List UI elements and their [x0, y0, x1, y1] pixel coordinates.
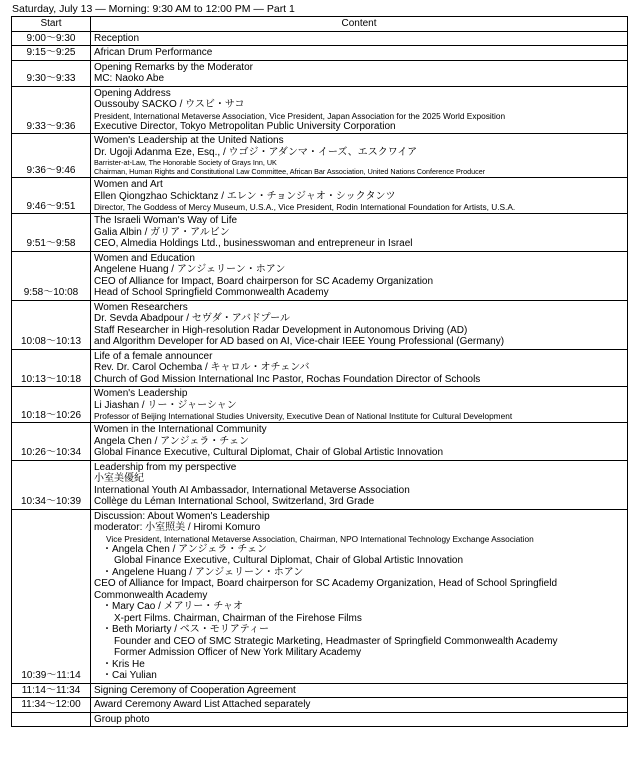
panelist-name: ・Cai Yulian	[102, 670, 157, 681]
panelist-affiliation: Former Admission Officer of New York Military Academy	[114, 647, 362, 658]
program-title: Leadership from my perspective	[94, 461, 237, 473]
row-time: 10:08～10:13	[12, 300, 91, 349]
speaker-name: Li Jiashan / リー・ジャーシャン	[94, 399, 237, 411]
row-content	[91, 300, 628, 349]
row-content	[91, 698, 628, 713]
row-time: 9:58～10:08	[12, 251, 91, 300]
panelist-name: ・Mary Cao / メアリー・チャオ	[102, 601, 243, 612]
panelist-affiliation: X-pert Films. Chairman, Chairman of the Firehose Films	[114, 612, 362, 624]
row-time: 9:51～9:58	[12, 214, 91, 252]
program-title: African Drum Performance	[94, 47, 213, 58]
table-row	[12, 86, 628, 134]
table-row	[12, 460, 628, 509]
row-time: 9:30～9:33	[12, 60, 91, 86]
row-content	[91, 46, 628, 61]
speaker-name: Dr. Ugoji Adanma Eze, Esq., / ウゴジ・アダンマ・イーズ、エスクワイア	[94, 146, 418, 158]
row-time: 10:39～11:14	[12, 509, 91, 683]
speaker-name: Galia Albin / ガリア・アルビン	[94, 226, 230, 238]
content-column-header: Content	[91, 17, 628, 32]
row-content	[91, 683, 628, 698]
table-row	[12, 214, 628, 252]
row-time: 9:33～9:36	[12, 86, 91, 134]
panelist-affiliation: Founder and CEO of SMC Strategic Marketing, Headmaster of Springfield Commonwealth Academy	[114, 635, 558, 647]
row-content	[91, 712, 628, 727]
speaker-affiliation: Church of God Mission International Inc Pastor, Rochas Foundation Director of Schools	[94, 373, 481, 385]
panelist-affiliation: CEO of Alliance for Impact, Board chairperson for SC Academy Organization, Head of School Springfield Commonwealth Academy	[94, 578, 558, 601]
speaker-name: MC: Naoko Abe	[94, 73, 165, 84]
table-header-row	[12, 17, 628, 32]
speaker-affiliation: Collège du Léman International School, Switzerland, 3rd Grade	[94, 496, 375, 507]
panelist-name: ・Angelene Huang / アンジェリーン・ホアン	[102, 566, 304, 578]
program-title: Women in the International Community	[94, 424, 267, 435]
row-content	[91, 31, 628, 46]
panelist-name: ・Kris He	[102, 658, 145, 670]
table-row	[12, 251, 628, 300]
row-content	[91, 387, 628, 423]
program-title: Women's Leadership	[94, 388, 188, 399]
row-time	[12, 712, 91, 727]
row-content	[91, 214, 628, 252]
table-row	[12, 134, 628, 178]
speaker-name: Angela Chen / アンジェラ・チェン	[94, 435, 250, 447]
program-title: Life of a female announcer	[94, 350, 213, 362]
row-time: 10:26～10:34	[12, 423, 91, 461]
row-content	[91, 460, 628, 509]
row-content	[91, 251, 628, 300]
row-content	[91, 178, 628, 214]
moderator-name: moderator: 小室照美 / Hiromi Komuro	[94, 522, 261, 533]
program-title: The Israeli Woman's Way of Life	[94, 215, 238, 226]
speaker-affiliation: Barrister-at-Law, The Honorable Society of Grays Inn, UK	[94, 158, 277, 167]
speaker-affiliation: Director, The Goddess of Mercy Museum, U.S.A., Vice President, Rodin International Foundation for Artists, U.S.A.	[94, 202, 516, 212]
row-time: 10:34～10:39	[12, 460, 91, 509]
row-content	[91, 509, 628, 683]
program-title: Award Ceremony Award List Attached separately	[94, 699, 311, 710]
row-time: 10:13～10:18	[12, 349, 91, 387]
row-content	[91, 349, 628, 387]
speaker-affiliation: Staff Researcher in High-resolution Radar Development in Autonomous Driving (AD)	[94, 324, 468, 336]
table-row	[12, 509, 628, 683]
moderator-affiliation: Vice President, International Metaverse Association, Chairman, NPO International Technology Exchange Association	[106, 533, 534, 544]
row-time: 9:00～9:30	[12, 31, 91, 46]
speaker-affiliation: President, International Metaverse Association, Vice President, Japan Association for the 2025 World Exposition	[94, 110, 506, 121]
speaker-name: 小室美優紀	[94, 473, 144, 484]
program-title: Group photo	[94, 713, 150, 725]
program-title: Opening Address	[94, 87, 171, 99]
row-content	[91, 134, 628, 178]
speaker-affiliation: CEO, Almedia Holdings Ltd., businesswoman and entrepreneur in Israel	[94, 238, 413, 249]
table-row	[12, 31, 628, 46]
table-row	[12, 712, 628, 727]
speaker-name: Dr. Sevda Abadpour / セヴダ・アバドプール	[94, 313, 290, 324]
page-header: Saturday, July 13 — Morning: 9:30 AM to 12:00 PM — Part 1	[12, 3, 295, 15]
panelist-name: ・Beth Moriarty / ベス・モリアティー	[102, 624, 269, 635]
program-title: Women and Education	[94, 252, 195, 264]
table-row	[12, 46, 628, 61]
program-title: Signing Ceremony of Cooperation Agreement	[94, 684, 296, 696]
table-row	[12, 60, 628, 86]
speaker-affiliation: and Algorithm Developer for AD based on AI, Vice-chair IEEE Young Professional (Germany)	[94, 336, 505, 347]
table-row	[12, 387, 628, 423]
speaker-affiliation: International Youth AI Ambassador, International Metaverse Association	[94, 484, 410, 496]
schedule-table	[11, 16, 628, 727]
speaker-affiliation: Head of School Springfield Commonwealth Academy	[94, 287, 329, 298]
panelist-affiliation: Global Finance Executive, Cultural Diplomat, Chair of Global Artistic Innovation	[114, 555, 464, 566]
speaker-name: Oussouby SACKO / ウスビ・サコ	[94, 99, 245, 110]
table-row	[12, 423, 628, 461]
row-time: 9:46～9:51	[12, 178, 91, 214]
speaker-affiliation: CEO of Alliance for Impact, Board chairperson for SC Academy Organization	[94, 275, 434, 287]
program-title: Women and Art	[94, 179, 163, 190]
table-row	[12, 178, 628, 214]
row-time: 9:36～9:46	[12, 134, 91, 178]
row-time: 10:18～10:26	[12, 387, 91, 423]
speaker-affiliation: Chairman, Human Rights and Constitutional Law Committee, African Bar Association, United Nations Conference Producer	[94, 167, 486, 176]
speaker-affiliation: Executive Director, Tokyo Metropolitan Public University Corporation	[94, 120, 396, 132]
program-title: Discussion: About Women's Leadership	[94, 510, 270, 522]
speaker-name: Ellen Qiongzhao Schicktanz / エレン・チョンジャオ・シックタンツ	[94, 190, 396, 202]
speaker-name: Angelene Huang / アンジェリーン・ホアン	[94, 264, 286, 275]
row-content	[91, 423, 628, 461]
row-time: 11:14～11:34	[12, 683, 91, 698]
row-time: 11:34～12:00	[12, 698, 91, 713]
start-column-header: Start	[12, 17, 91, 32]
program-title: Women Researchers	[94, 301, 188, 313]
row-content	[91, 60, 628, 86]
table-row	[12, 300, 628, 349]
speaker-name: Rev. Dr. Carol Ochemba / キャロル・オチェンバ	[94, 362, 310, 373]
table-row	[12, 698, 628, 713]
panelist-name: ・Angela Chen / アンジェラ・チェン	[102, 543, 268, 555]
table-row	[12, 683, 628, 698]
program-title: Opening Remarks by the Moderator	[94, 61, 253, 73]
speaker-affiliation: Professor of Beijing International Studies University, Executive Dean of National Institute for Cultural Development	[94, 411, 513, 421]
row-time: 9:15～9:25	[12, 46, 91, 61]
row-content	[91, 86, 628, 134]
table-row	[12, 349, 628, 387]
speaker-affiliation: Global Finance Executive, Cultural Diplomat, Chair of Global Artistic Innovation	[94, 447, 444, 458]
program-title: Reception	[94, 32, 140, 44]
program-title: Women's Leadership at the United Nations	[94, 135, 284, 146]
